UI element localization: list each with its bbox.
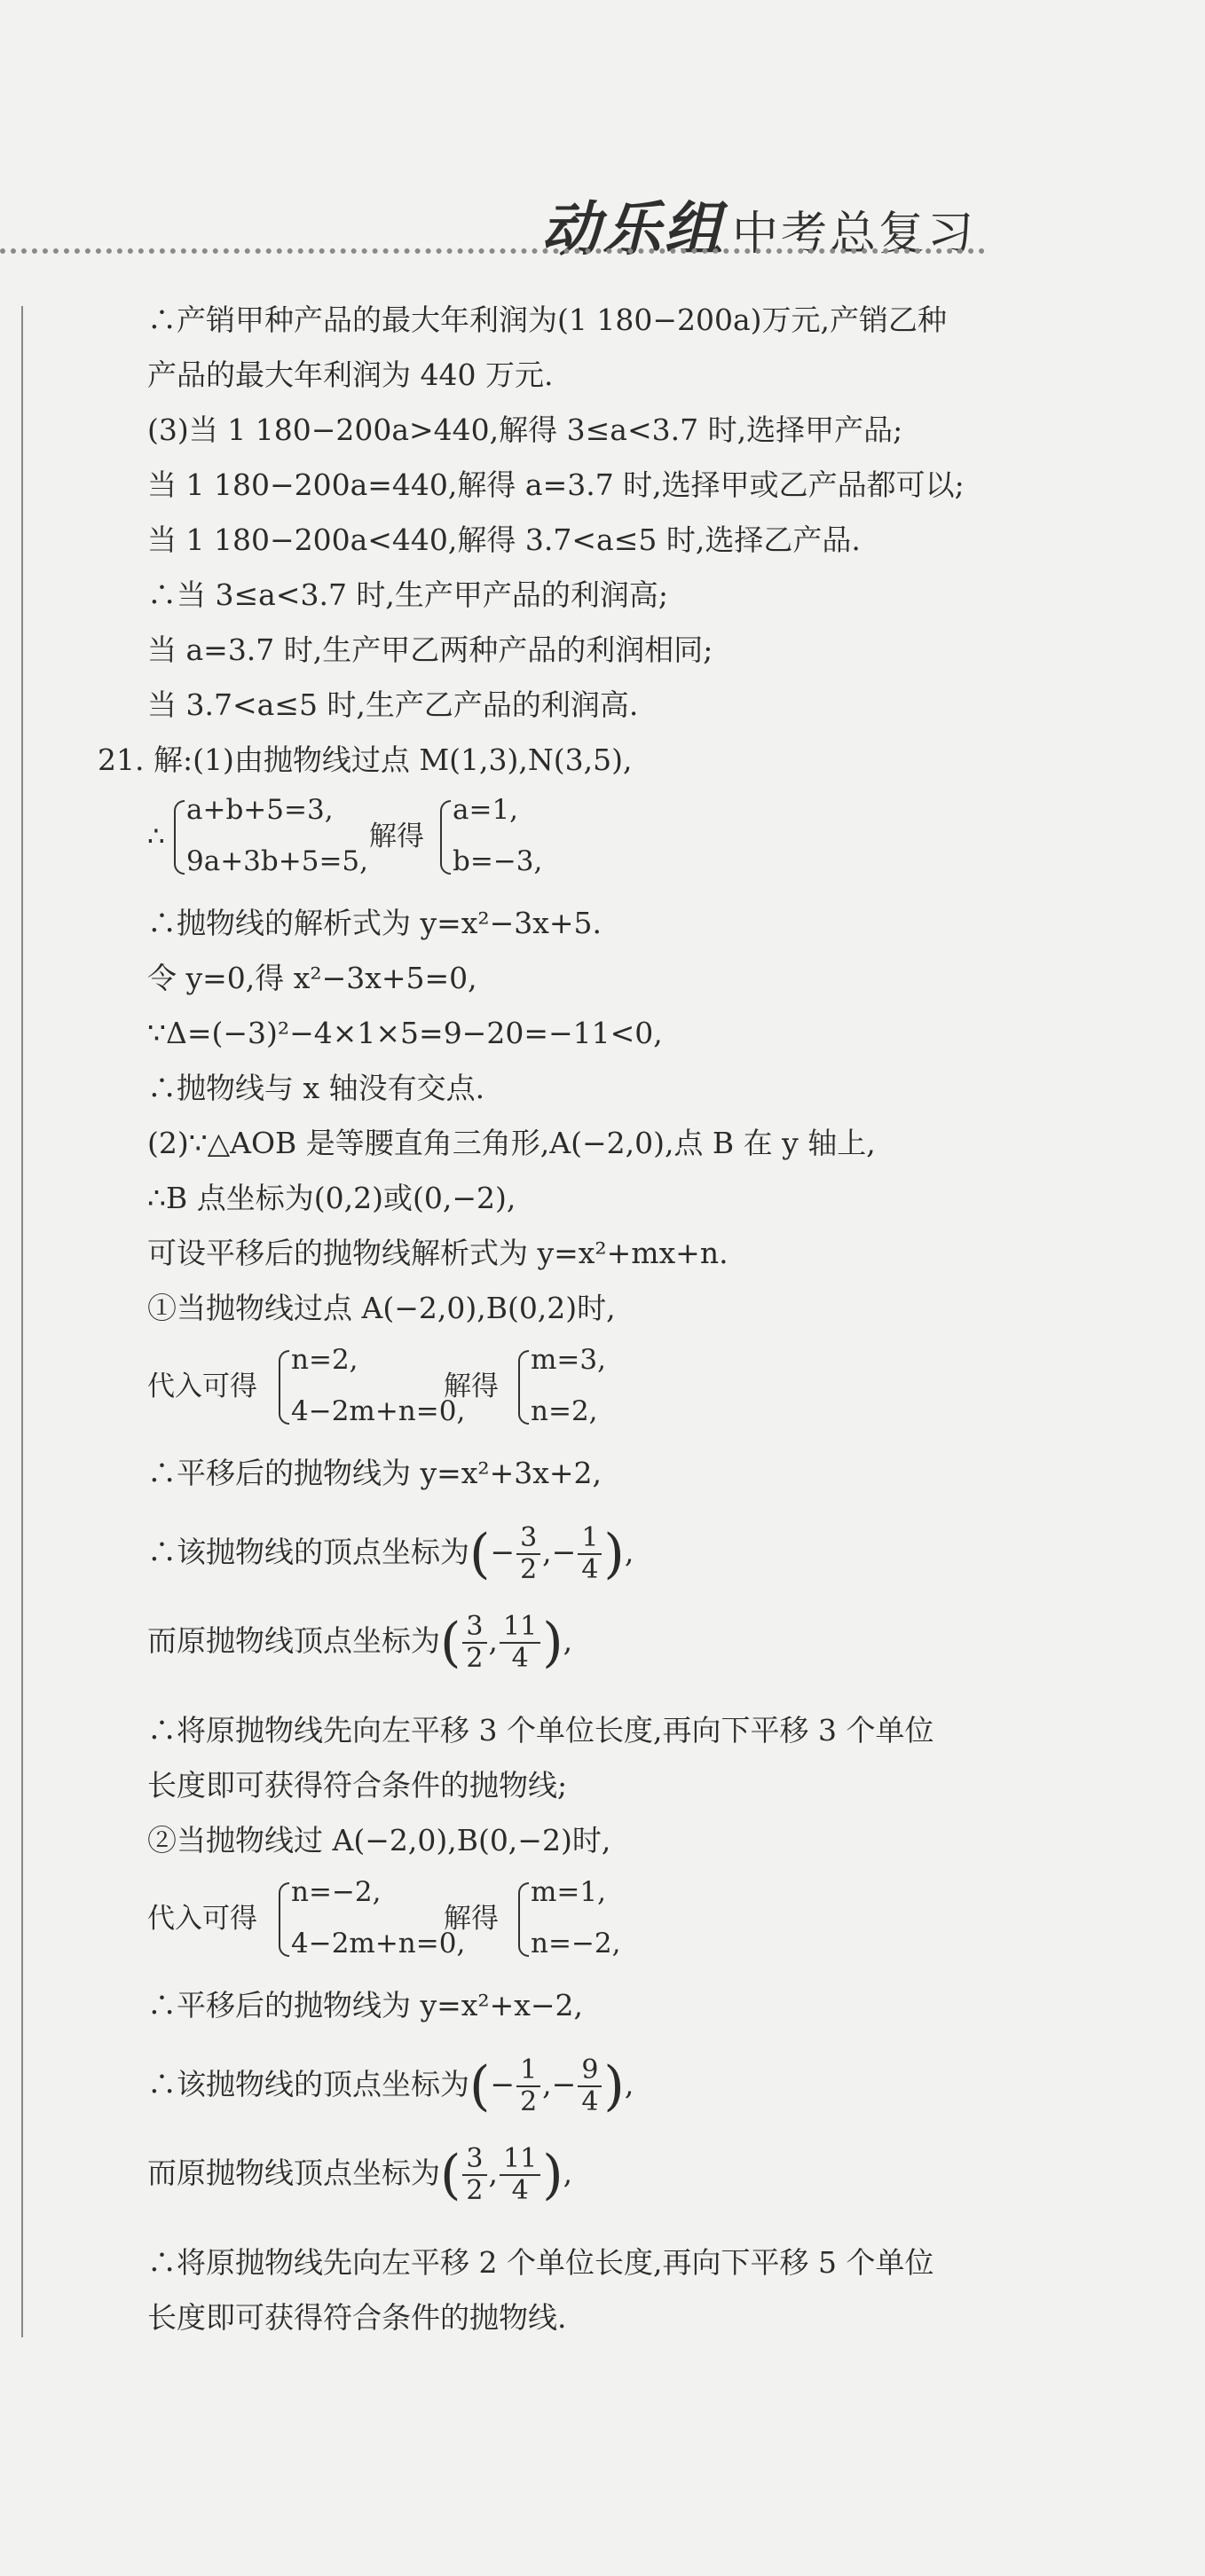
numerator: 11 [500, 2144, 540, 2176]
text-line: ∴将原抛物线先向左平移 3 个单位长度,再向下平移 3 个单位 [147, 1713, 934, 1747]
denominator: 2 [520, 2086, 538, 2117]
text-line: ∴产销甲种产品的最大年利润为(1 180−200a)万元,产销乙种 [147, 302, 948, 337]
fraction-line: ∴该抛物线的顶点坐标为(− $\frac{3}{2}$ ,− $\frac{1}{4}$ ), [147, 1522, 634, 1585]
fraction [578, 1523, 602, 1585]
text-line: 当 3.7<a≤5 时,生产乙产品的利润高. [147, 687, 639, 722]
denominator: 2 [466, 1643, 484, 1674]
numerator: 3 [462, 2144, 486, 2176]
numerator: 9 [578, 2055, 602, 2087]
denominator: 4 [581, 1554, 599, 1585]
text-line: ∴抛物线与 x 轴没有交点. [147, 1071, 485, 1105]
text-line: ∴平移后的抛物线为 y=x²+3x+2, [147, 1456, 602, 1490]
left-brace [518, 1350, 529, 1425]
fraction [516, 1523, 540, 1585]
system-prefix: 代入可得 [147, 1903, 257, 1935]
fraction [462, 1612, 486, 1674]
equation: 4−2m+n=0, [291, 1928, 466, 1959]
equation: n=2, [291, 1344, 358, 1376]
left-brace [174, 800, 185, 875]
text-prefix: ∴该抛物线的顶点坐标为 [147, 2067, 469, 2101]
text-line: 当 a=3.7 时,生产甲乙两种产品的利润相同; [147, 632, 713, 667]
equation-system [147, 1872, 680, 1969]
text-line: ∴平移后的抛物线为 y=x²+x−2, [147, 1988, 584, 2022]
text-line: 产品的最大年利润为 440 万元. [147, 357, 554, 392]
solve-label: 解得 [369, 821, 424, 852]
denominator: 4 [581, 2086, 599, 2117]
solution: m=1, [531, 1876, 606, 1908]
text-prefix: 而原抛物线顶点坐标为 [147, 2156, 440, 2190]
solution: n=−2, [531, 1928, 621, 1959]
text-line: 可设平移后的抛物线解析式为 y=x²+mx+n. [147, 1236, 729, 1270]
fraction [500, 2144, 540, 2206]
left-paren-icon: ( [469, 1523, 491, 1585]
left-brace [518, 1882, 529, 1957]
fraction [462, 2144, 486, 2206]
fraction-line: 而原抛物线顶点坐标为( $\frac{3}{2}$ , $\frac{11}{4}$ ), [147, 2143, 573, 2206]
text-line: ∴B 点坐标为(0,2)或(0,−2), [147, 1181, 516, 1215]
text-line: (2)∵△AOB 是等腰直角三角形,A(−2,0),点 B 在 y 轴上, [147, 1126, 876, 1160]
text-line: 当 1 180−200a<440,解得 3.7<a≤5 时,选择乙产品. [147, 522, 861, 557]
text-line: ②当抛物线过 A(−2,0),B(0,−2)时, [147, 1823, 611, 1857]
left-brace [440, 800, 451, 875]
equation: n=−2, [291, 1876, 382, 1908]
right-paren-icon: ) [542, 1612, 563, 1674]
equation-system [147, 1339, 680, 1437]
numerator: 11 [500, 1612, 540, 1644]
solution: b=−3, [453, 845, 543, 877]
text-prefix: 而原抛物线顶点坐标为 [147, 1623, 440, 1658]
text-line: ∴抛物线的解析式为 y=x²−3x+5. [147, 906, 602, 940]
numerator: 1 [578, 1523, 602, 1555]
right-paren-icon: ) [542, 2144, 563, 2206]
equation-system [147, 789, 680, 887]
text-line: 当 1 180−200a=440,解得 a=3.7 时,选择甲或乙产品都可以; [147, 467, 965, 502]
margin-rule [21, 306, 23, 2337]
brand-logo: 动乐组 [540, 194, 725, 263]
equation: a+b+5=3, [186, 794, 334, 826]
left-paren-icon: ( [440, 2144, 461, 2206]
text-line: ∴当 3≤a<3.7 时,生产甲产品的利润高; [147, 577, 669, 612]
system-prefix: 代入可得 [147, 1370, 257, 1402]
solve-label: 解得 [444, 1903, 499, 1935]
question-heading: 21. 解:(1)由抛物线过点 M(1,3),N(3,5), [98, 742, 633, 777]
fraction-line: ∴该抛物线的顶点坐标为(− $\frac{1}{2}$ ,− $\frac{9}{4}$ ), [147, 2054, 634, 2117]
header-divider [0, 248, 985, 254]
equation: 9a+3b+5=5, [186, 845, 368, 877]
text-line: 令 y=0,得 x²−3x+5=0, [147, 961, 477, 995]
text-line: ∴将原抛物线先向左平移 2 个单位长度,再向下平移 5 个单位 [147, 2245, 934, 2280]
fraction [516, 2055, 540, 2117]
text-line: ∵Δ=(−3)²−4×1×5=9−20=−11<0, [147, 1016, 663, 1050]
text-prefix: ∴该抛物线的顶点坐标为 [147, 1535, 469, 1569]
solution: n=2, [531, 1395, 598, 1427]
fraction-line: 而原抛物线顶点坐标为( $\frac{3}{2}$ , $\frac{11}{4}$ ), [147, 1611, 573, 1674]
right-paren-icon: ) [603, 2055, 625, 2117]
left-paren-icon: ( [440, 1612, 461, 1674]
fraction [578, 2055, 602, 2117]
text-line: (3)当 1 180−200a>440,解得 3≤a<3.7 时,选择甲产品; [147, 412, 903, 447]
left-brace [279, 1350, 289, 1425]
text-line: ①当抛物线过点 A(−2,0),B(0,2)时, [147, 1291, 616, 1325]
solution: a=1, [453, 794, 519, 826]
solution: m=3, [531, 1344, 606, 1376]
text-line: 长度即可获得符合条件的抛物线; [147, 1768, 568, 1802]
denominator: 2 [466, 2175, 484, 2206]
numerator: 3 [516, 1523, 540, 1555]
left-brace [279, 1882, 289, 1957]
fraction [500, 1612, 540, 1674]
denominator: 2 [520, 1554, 538, 1585]
denominator: 4 [511, 2175, 529, 2206]
numerator: 1 [516, 2055, 540, 2087]
solve-label: 解得 [444, 1370, 499, 1402]
left-paren-icon: ( [469, 2055, 491, 2117]
system-prefix: ∴ [147, 821, 165, 852]
numerator: 3 [462, 1612, 486, 1644]
text-line: 长度即可获得符合条件的抛物线. [147, 2300, 567, 2335]
right-paren-icon: ) [603, 1523, 625, 1585]
equation: 4−2m+n=0, [291, 1395, 466, 1427]
header-title: 中考总复习 [731, 208, 976, 261]
denominator: 4 [511, 1643, 529, 1674]
